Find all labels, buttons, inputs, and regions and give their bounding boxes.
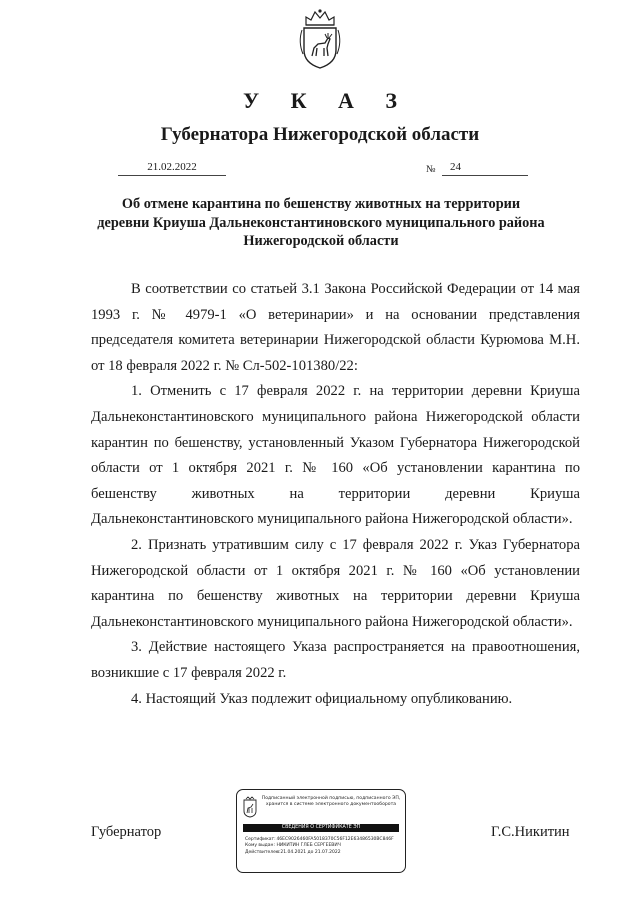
certificate-details bbox=[245, 837, 401, 856]
preamble-paragraph: В соответствии со статьей 3.1 Закона Российской Федерации от 14 мая 1993 г. № 4979-1 «О ветеринарии» и на основании представления председателя комитета ветеринарии Нижегородской области Курюмова М.Н. от 18 февраля 2022 г. № Сл-502-101380/22: bbox=[91, 281, 580, 374]
document-body bbox=[91, 277, 580, 712]
electronic-signature-stamp bbox=[236, 789, 406, 873]
nizhny-novgorod-coat-of-arms-icon bbox=[297, 8, 343, 70]
signatory-name: Г.С.Никитин bbox=[491, 824, 570, 840]
item-paragraph: 2. Признать утратившим силу с 17 февраля 2022 г. Указ Губернатора Нижегородской области от 1 октября 2021 г. № 160 «Об установлении карантина по бешенству животных на территории деревни Криуша Дальнеконстантиновского муниципального района Нижегородской области». bbox=[91, 536, 580, 630]
item-paragraph: 3. Действие настоящего Указа распространяется на правоотношения, возникшие с 17 февраля 2022 г. bbox=[91, 639, 580, 681]
document-date: 21.02.2022 bbox=[118, 160, 226, 176]
certificate-info-bar: СВЕДЕНИЯ О СЕРТИФИКАТЕ ЭП bbox=[243, 824, 399, 832]
certificate-row: Действителен: с 21.04.2021 до 21.07.2022 bbox=[245, 849, 341, 855]
number-label: № bbox=[426, 164, 436, 175]
deer-emblem-icon bbox=[243, 796, 257, 818]
item-paragraph: 4. Настоящий Указ подлежит официальному опубликованию. bbox=[131, 690, 513, 707]
certificate-row: Кому выдан: НИКИТИН ГЛЕБ СЕРГЕЕВИЧ bbox=[245, 843, 341, 849]
stamp-header-text: Подписанный электронной подписью, подписанного ЭП, хранится в системе электронного документооборота bbox=[261, 796, 401, 807]
item-paragraph: 1. Отменить с 17 февраля 2022 г. на территории деревни Криуша Дальнеконстантиновского муниципального района Нижегородской области карантин по бешенству, установленный Указом Губернатора Нижегородской области от 1 октября 2021 г. № 160 «Об установлении карантина по бешенству животных на территории деревни Криуша Дальнеконстантиновского муниципального района Нижегородской области». bbox=[91, 383, 580, 528]
document-type-title: У К А З bbox=[242, 88, 411, 113]
issuer-title: Губернатора Нижегородской области bbox=[160, 124, 480, 145]
signatory-position: Губернатор bbox=[91, 824, 162, 840]
document-heading: Об отмене карантина по бешенству животных на территории деревни Криуша Дальнеконстантиновского муниципального района Нижегородской области bbox=[97, 196, 545, 249]
certificate-row: Сертификат: 46EC9026460FA5018370C56F12E63486530BC846F bbox=[245, 837, 394, 842]
document-number: 24 bbox=[442, 160, 528, 176]
